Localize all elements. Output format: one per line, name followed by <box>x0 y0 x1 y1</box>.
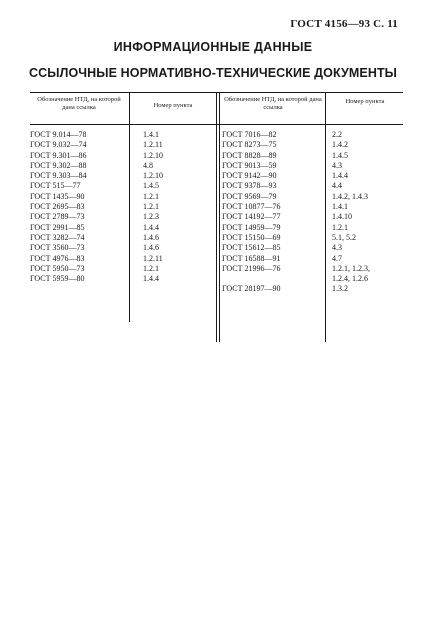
table-cell-designation: ГОСТ 5959—80 <box>30 274 85 284</box>
column-divider <box>129 92 130 322</box>
table-cell-designation: ГОСТ 14192—77 <box>222 212 281 222</box>
center-divider <box>219 92 220 342</box>
table-cell-designation: ГОСТ 3282—74 <box>30 232 85 242</box>
table-cell-item: 1.2.10 <box>143 150 163 160</box>
table-cell-designation: ГОСТ 7016—82 <box>222 130 277 139</box>
table-cell-item: 1.2.4, 1.2.6 <box>332 274 368 284</box>
table-cell-designation: ГОСТ 9013—59 <box>222 160 277 170</box>
left-item-column <box>143 130 163 284</box>
table-cell-designation: ГОСТ 9.303—84 <box>30 171 87 181</box>
header-item-left: Номер пункта <box>153 102 193 109</box>
table-cell-item: 4.8 <box>143 160 153 170</box>
table-cell-item: 1.4.2, 1.4.3 <box>332 191 368 201</box>
table-cell-item: 1.4.6 <box>143 232 159 242</box>
table-cell-designation: ГОСТ 8273—75 <box>222 140 277 150</box>
table-cell-item: 1.2.10 <box>143 171 163 181</box>
header-item-right: Номер пункта <box>345 98 385 105</box>
table-cell-designation: ГОСТ 21996—76 <box>222 263 281 273</box>
table-cell-designation: ГОСТ 10877—76 <box>222 202 281 212</box>
table-cell-designation: ГОСТ 15150—69 <box>222 232 281 242</box>
table-cell-designation: ГОСТ 9569—79 <box>222 191 277 201</box>
table-cell-designation: ГОСТ 28197—90 <box>222 284 281 294</box>
table-cell-designation: ГОСТ 9378—93 <box>222 181 277 191</box>
table-cell-item: 4.7 <box>332 253 342 263</box>
table-cell-item: 1.4.4 <box>332 171 348 181</box>
table-cell-designation: ГОСТ 15612—85 <box>222 243 281 253</box>
table-cell-item: 2.2 <box>332 130 342 139</box>
table-cell-item: 1.4.1 <box>143 130 159 139</box>
table-cell-designation: ГОСТ 9.302—88 <box>30 160 87 170</box>
reference-table <box>30 92 403 342</box>
table-cell-item: 1.4.1 <box>332 202 348 212</box>
table-cell-designation: ГОСТ 2789—73 <box>30 212 85 222</box>
table-cell-designation: ГОСТ 4976—83 <box>30 253 85 263</box>
table-cell-item: 4.3 <box>332 243 342 253</box>
table-cell-item: 4.4 <box>332 181 342 191</box>
table-cell-item: 1.2.1 <box>143 191 159 201</box>
table-cell-designation: ГОСТ 515—77 <box>30 181 81 191</box>
table-cell-item: 1.2.1 <box>143 263 159 273</box>
table-cell-designation: ГОСТ 2991—85 <box>30 222 85 232</box>
left-designation-column <box>30 130 87 284</box>
table-cell-designation: ГОСТ 5950—73 <box>30 263 85 273</box>
table-cell-item: 1.2.11 <box>143 140 163 150</box>
table-cell-designation: ГОСТ 3560—73 <box>30 243 85 253</box>
table-cell-designation: ГОСТ 1435—90 <box>30 191 85 201</box>
table-cell-item: 1.4.4 <box>143 222 159 232</box>
table-cell-item: 1.4.5 <box>332 150 348 160</box>
right-designation-column <box>222 130 281 295</box>
table-cell-item: 1.4.10 <box>332 212 352 222</box>
table-cell-item: 1.2.3 <box>143 212 159 222</box>
table-cell-item: 1.4.6 <box>143 243 159 253</box>
table-cell-item: 1.2.1, 1.2.3, <box>332 263 370 273</box>
table-cell-item: 1.4.2 <box>332 140 348 150</box>
right-item-column <box>332 130 370 295</box>
table-cell-designation: ГОСТ 14959—79 <box>222 222 281 232</box>
header-designation-left: Обозначение НТД, на которой дана ссылка <box>37 96 121 111</box>
column-divider <box>325 92 326 342</box>
center-divider <box>216 92 217 342</box>
table-cell-item: 4.3 <box>332 160 342 170</box>
table-cell-item: 1.4.4 <box>143 274 159 284</box>
table-cell-designation: ГОСТ 2695—83 <box>30 202 85 212</box>
table-cell-item: 1.2.1 <box>332 222 348 232</box>
page-header: ГОСТ 4156—93 С. 11 <box>290 18 398 30</box>
table-cell-designation: ГОСТ 9.032—74 <box>30 140 87 150</box>
table-cell-item: 5.1, 5.2 <box>332 232 356 242</box>
table-cell-designation: ГОСТ 9.014—78 <box>30 130 87 139</box>
table-cell-designation: ГОСТ 8828—89 <box>222 150 277 160</box>
table-cell-designation: ГОСТ 9.301—86 <box>30 150 87 160</box>
table-cell-designation: ГОСТ 9142—90 <box>222 171 277 181</box>
table-cell-designation <box>222 274 281 284</box>
table-cell-designation: ГОСТ 16588—91 <box>222 253 281 263</box>
table-cell-item: 1.2.11 <box>143 253 163 263</box>
document-subtitle: ССЫЛОЧНЫЕ НОРМАТИВНО-ТЕХНИЧЕСКИЕ ДОКУМЕНТЫ <box>28 66 398 80</box>
table-cell-item: 1.3.2 <box>332 284 348 294</box>
header-designation-right: Обозначение НТД, на которой дана ссылка <box>224 96 322 111</box>
document-title: ИНФОРМАЦИОННЫЕ ДАННЫЕ <box>113 40 313 54</box>
table-cell-item: 1.2.1 <box>143 202 159 212</box>
table-cell-item: 1.4.5 <box>143 181 159 191</box>
